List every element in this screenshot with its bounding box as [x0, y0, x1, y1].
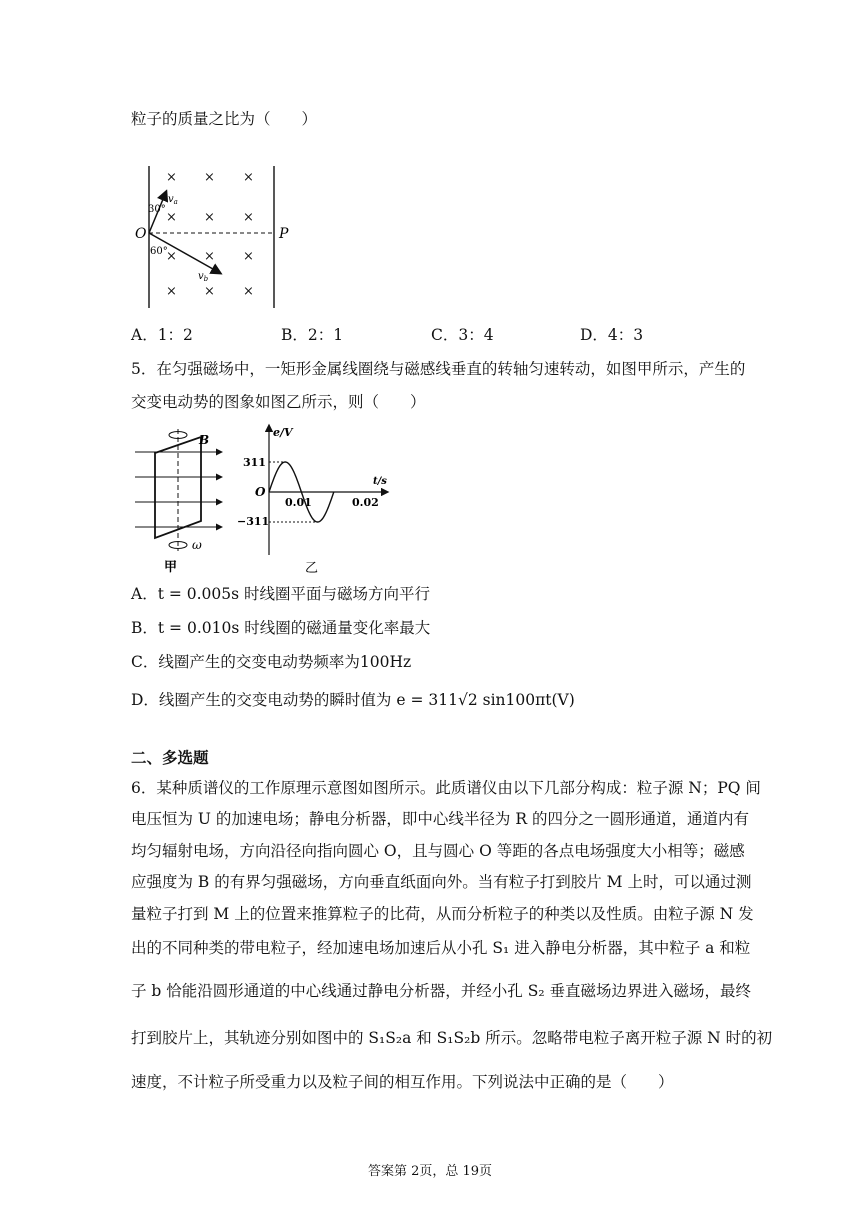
field-marker: × [243, 249, 254, 264]
field-marker: × [166, 170, 177, 185]
label-O: O [135, 226, 147, 242]
q6-line-3: 均匀辐射电场，方向沿径向指向圆心 O，且与圆心 O 等距的各点电场强度大小相等；磁感 [131, 842, 745, 860]
field-marker: × [204, 249, 215, 264]
q5-coil-figure [133, 425, 233, 575]
page-footer: 答案第 2页，总 19页 [367, 1164, 493, 1179]
field-marker: × [243, 284, 254, 299]
q4-stem-tail: 粒子的质量之比为（ ） [131, 110, 318, 128]
q4-option-a: A．1：2 [131, 326, 193, 344]
field-marker: × [243, 210, 254, 225]
q6-line-2: 电压恒为 U 的加速电场；静电分析器，即中心线半径为 R 的四分之一圆形通道，通道内有 [131, 810, 749, 828]
field-marker: × [166, 210, 177, 225]
q4-option-d: D．4：3 [580, 326, 644, 344]
field-marker: × [243, 170, 254, 185]
x-axis-label: t/s [373, 476, 387, 487]
y-tick-neg-311: −311 [237, 515, 270, 528]
section-title: 二、多选题 [131, 748, 209, 767]
label-omega: ω [192, 538, 202, 552]
q6-line-5: 量粒子打到 M 上的位置来推算粒子的比荷，从而分析粒子的种类以及性质。由粒子源 N 发 [131, 905, 754, 923]
field-markers [166, 170, 254, 299]
q5-option-a: A．t = 0.005s 时线圈平面与磁场方向平行 [131, 585, 431, 603]
angle-60: 60° [150, 246, 168, 257]
q6-line-4: 应强度为 B 的有界匀强磁场，方向垂直纸面向外。当有粒子打到胶片 M 上时，可以通过测 [131, 873, 752, 891]
angle-30: 30° [148, 204, 166, 215]
q5-option-d: D．线圈产生的交变电动势的瞬时值为 e = 311√2 sin100πt(V) [131, 691, 575, 709]
x-tick-001: 0.01 [285, 496, 312, 509]
y-axis-label: e/V [273, 426, 293, 439]
q4-option-c: C．3：4 [431, 326, 494, 344]
q5-stem-line-2: 交变电动势的图象如图乙所示，则（ ） [131, 393, 426, 411]
label-B: B [199, 433, 210, 447]
q6-line-8: 打到胶片上，其轨迹分别如图中的 S₁S₂a 和 S₁S₂b 所示。忽略带电粒子离开粒子源 N 时的初 [131, 1029, 773, 1047]
origin-label: O [255, 485, 266, 499]
q5-emf-graph [237, 420, 397, 575]
q5-option-c: C．线圈产生的交变电动势频率为100Hz [131, 653, 412, 671]
q5-stem-line-1: 5．在匀强磁场中，一矩形金属线圈绕与磁感线垂直的转轴匀速转动，如图甲所示，产生的 [131, 360, 746, 378]
x-tick-002: 0.02 [352, 496, 379, 509]
q4-field-figure [130, 162, 310, 312]
q5-option-b: B．t = 0.010s 时线圈的磁通量变化率最大 [131, 619, 431, 637]
caption-yi: 乙 [305, 561, 319, 575]
field-marker: × [166, 284, 177, 299]
label-vb: $v_b$ [198, 271, 209, 283]
label-va: $v_a$ [168, 194, 178, 206]
y-tick-311: 311 [243, 456, 266, 469]
label-P: P [279, 226, 289, 242]
field-marker: × [204, 284, 215, 299]
q6-line-1: 6．某种质谱仪的工作原理示意图如图所示。此质谱仪由以下几部分构成：粒子源 N；PQ 间 [131, 779, 761, 797]
field-marker: × [204, 210, 215, 225]
q6-line-9: 速度，不计粒子所受重力以及粒子间的相互作用。下列说法中正确的是（ ） [131, 1073, 674, 1091]
caption-jia: 甲 [164, 560, 178, 575]
field-marker: × [166, 249, 177, 264]
q6-line-7: 子 b 恰能沿圆形通道的中心线通过静电分析器，并经小孔 S₂ 垂直磁场边界进入磁场，最终 [131, 982, 751, 1000]
q6-line-6: 出的不同种类的带电粒子，经加速电场加速后从小孔 S₁ 进入静电分析器，其中粒子 a 和粒 [131, 939, 751, 957]
field-marker: × [204, 170, 215, 185]
q4-option-b: B．2：1 [281, 326, 344, 344]
